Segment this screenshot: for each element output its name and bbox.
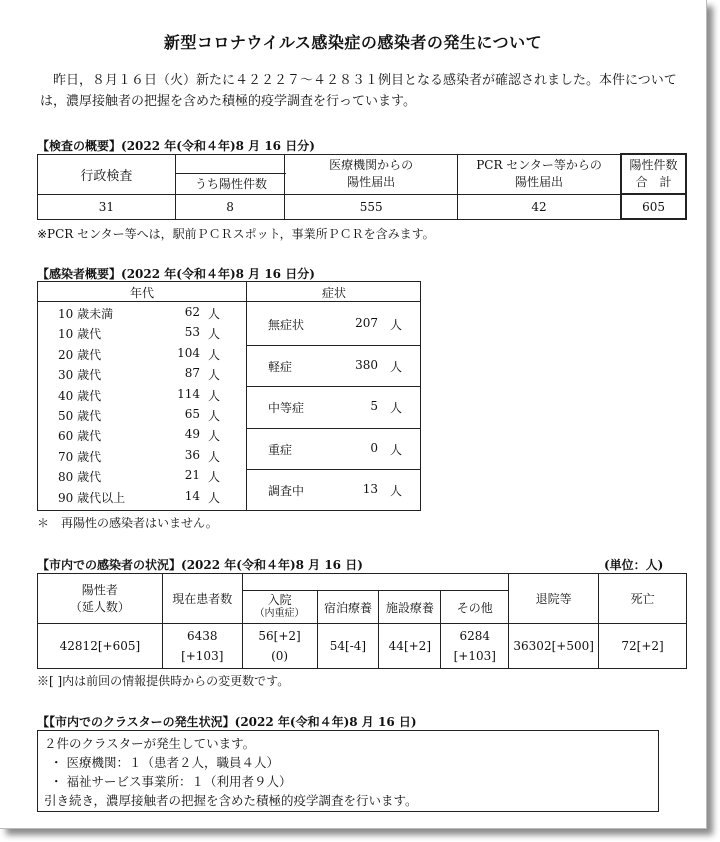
symptom-unit: 人 (390, 484, 403, 498)
city-heading (37, 556, 363, 573)
header-hospital (242, 591, 317, 624)
header-death: 死亡 (599, 574, 687, 624)
age-row (58, 489, 258, 509)
age-count: 21 (184, 468, 200, 483)
header-positive (38, 574, 163, 624)
header-hospital-label: 入院 (267, 593, 292, 607)
header-hospital-sub: （内重症） (254, 608, 305, 619)
value-death: 72[+2] (599, 624, 687, 669)
testing-note: ※PCR センター等へは，駅前ＰＣＲスポット，事業所ＰＣＲを含みます。 (37, 227, 435, 241)
city-note: ※[ ]内は前回の情報提供時からの変更数です。 (37, 674, 290, 688)
age-count: 53 (184, 325, 200, 340)
cluster-line: ・ 福祉サービス事業所：１（利用者９人） (50, 774, 292, 789)
cases-heading-date: (2022 年(令和４年)8 月 16 日分) (121, 267, 315, 281)
cluster-heading (37, 713, 417, 730)
age-count: 49 (184, 427, 200, 442)
cluster-heading-date: (2022 年(令和４年)8 月 16 日) (234, 715, 417, 729)
cases-header-line (38, 301, 420, 302)
header-total-line2: 合 計 (635, 175, 672, 189)
value-other (441, 624, 509, 669)
age-row (58, 407, 258, 427)
symptom-count: 13 (362, 482, 378, 496)
symptom-row (268, 482, 438, 502)
age-unit: 人 (208, 409, 221, 423)
age-row (58, 468, 258, 488)
header-medical-line2: 陽性届出 (347, 175, 396, 189)
value-hospital-line2: (0) (271, 649, 289, 663)
age-count: 14 (184, 488, 200, 503)
age-count: 65 (184, 407, 200, 421)
testing-heading (37, 137, 315, 154)
age-label: 40 歳代 (58, 388, 102, 403)
age-row (58, 387, 258, 407)
city-unit: (単位：人) (604, 558, 664, 572)
symptom-label: 調査中 (268, 484, 305, 498)
symptom-row (268, 399, 438, 419)
age-count: 62 (184, 305, 200, 319)
header-other: その他 (441, 591, 509, 624)
symptom-divider (247, 345, 421, 346)
header-facility: 施設療養 (379, 591, 441, 624)
age-unit: 人 (208, 307, 221, 321)
header-medical-line1: 医療機関からの (329, 158, 414, 172)
value-current-line2: [+103] (181, 649, 224, 663)
header-positive-line2: （延人数） (69, 599, 130, 614)
age-label: 90 歳代以上 (58, 490, 126, 505)
value-pcr: 42 (457, 194, 621, 219)
value-discharged: 36302[+500] (509, 624, 599, 669)
page-title: 新型コロナウイルス感染症の感染者の発生について (163, 33, 543, 52)
age-row (58, 366, 258, 386)
symptom-count: 207 (355, 316, 378, 330)
symptom-label: 軽症 (268, 359, 293, 374)
header-pcr (457, 154, 621, 194)
symptom-row (268, 358, 438, 378)
positive-count-header: うち陽性件数 (176, 173, 286, 194)
header-positive-line1: 陽性者 (81, 582, 118, 597)
value-total: 605 (621, 194, 686, 219)
value-admin-test: 31 (38, 194, 176, 219)
header-pcr-line1: PCR センター等からの (476, 158, 602, 172)
value-facility: 44[+2] (379, 624, 441, 669)
value-positive-count: 8 (175, 194, 285, 219)
age-unit: 人 (208, 368, 221, 383)
age-label: 60 歳代 (58, 429, 102, 444)
header-medical (285, 154, 458, 194)
value-current-line1: 6438 (186, 629, 218, 643)
header-admin-test: 行政検査 (38, 154, 176, 194)
age-row (58, 427, 258, 447)
age-row (58, 325, 258, 345)
age-unit: 人 (208, 327, 221, 342)
age-label: 50 歳代 (58, 409, 102, 423)
age-label: 30 歳代 (58, 368, 102, 383)
age-unit: 人 (208, 388, 221, 403)
symptom-label: 重症 (268, 442, 293, 457)
value-hospital-line1: 56[+2] (258, 629, 301, 643)
header-hotel: 宿泊療養 (317, 591, 379, 624)
symptom-count: 0 (370, 440, 378, 455)
cluster-line: ２件のクラスターが発生しています。 (44, 736, 256, 751)
age-unit: 人 (208, 347, 221, 362)
value-positive: 42812[+605] (38, 624, 163, 669)
city-heading-label: 【市内での感染者の状況】 (37, 558, 182, 572)
cluster-box (37, 730, 659, 812)
age-count: 87 (184, 366, 200, 381)
symptom-row (268, 441, 438, 461)
age-count: 36 (184, 447, 200, 462)
testing-heading-label: 【検査の概要】 (37, 139, 122, 153)
age-row (58, 346, 258, 366)
symptom-count: 5 (370, 399, 378, 413)
age-header: 年代 (129, 286, 154, 300)
value-current (162, 624, 242, 669)
age-unit: 人 (208, 470, 221, 485)
symptom-count: 380 (355, 357, 378, 372)
value-other-line2: [+103] (453, 649, 496, 663)
header-total (621, 154, 686, 194)
header-pcr-line2: 陽性届出 (515, 175, 564, 189)
value-medical: 555 (285, 194, 458, 219)
value-hospital (242, 624, 317, 669)
symptom-unit: 人 (390, 359, 403, 374)
value-other-line1: 6284 (459, 629, 491, 643)
testing-table (37, 153, 687, 220)
symptom-divider (247, 469, 421, 470)
age-row (58, 448, 258, 468)
age-label: 10 歳未満 (58, 307, 114, 321)
age-label: 20 歳代 (58, 347, 102, 362)
age-count: 114 (177, 386, 200, 401)
symptom-header: 症状 (321, 286, 346, 300)
cluster-line: ・ 医療機関：１（患者２人，職員４人） (50, 755, 279, 770)
cases-heading (37, 265, 315, 282)
age-unit: 人 (208, 449, 221, 464)
age-row (58, 305, 258, 325)
intro-paragraph: 昨日，８月１６日（火）新たに４２２２７～４２８３１例目となる感染者が確認されました。本件については，濃厚接触者の把握を含めた積極的疫学調査を行っています。 (40, 73, 677, 109)
header-current: 現在患者数 (162, 574, 242, 624)
symptom-label: 無症状 (268, 318, 305, 332)
age-unit: 人 (208, 490, 221, 505)
symptom-label: 中等症 (268, 401, 305, 415)
age-count: 104 (177, 345, 200, 360)
value-hotel: 54[-4] (317, 624, 379, 669)
age-unit: 人 (208, 429, 221, 444)
testing-heading-date: (2022 年(令和４年)8 月 16 日分) (121, 139, 315, 153)
cluster-heading-label: 【【市内でのクラスターの発生状況】 (37, 715, 235, 729)
symptom-unit: 人 (390, 401, 403, 415)
header-current-span (242, 574, 509, 591)
cluster-line: 引き続き，濃厚接触者の把握を含めた積極的疫学調査を行います。 (44, 793, 418, 808)
cases-table (37, 281, 421, 511)
symptom-divider (247, 386, 421, 387)
age-label: 80 歳代 (58, 470, 102, 485)
age-label: 70 歳代 (58, 449, 102, 464)
city-table (37, 573, 687, 669)
cases-note: ＊ 再陽性の感染者はいません。 (37, 516, 218, 530)
header-discharged: 退院等 (509, 574, 599, 624)
symptom-row (268, 316, 438, 336)
age-label: 10 歳代 (58, 327, 102, 342)
city-heading-date: (2022 年(令和４年)8 月 16 日) (181, 558, 363, 572)
header-total-line1: 陽性件数 (629, 158, 678, 172)
cases-heading-label: 【感染者概要】 (37, 267, 122, 281)
symptom-unit: 人 (390, 318, 403, 332)
symptom-unit: 人 (390, 442, 403, 457)
symptom-divider (247, 428, 421, 429)
